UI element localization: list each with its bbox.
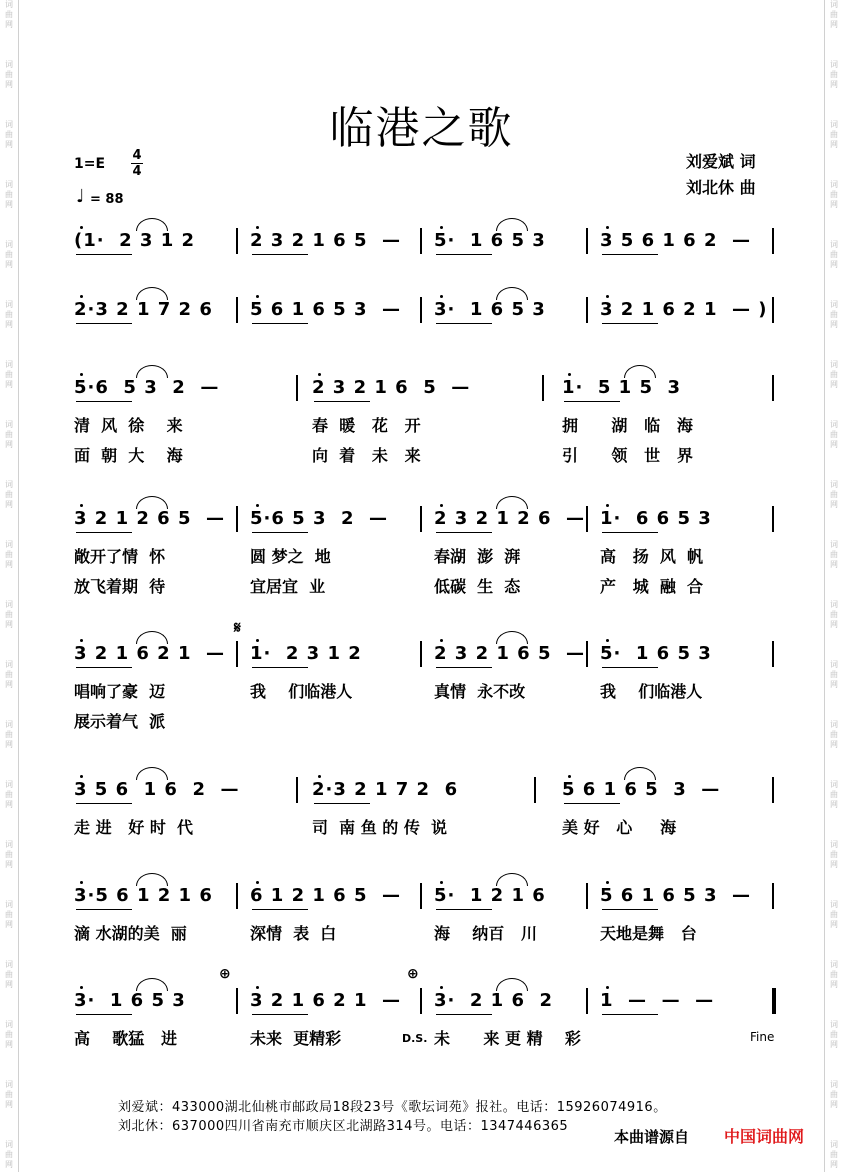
barline	[420, 228, 422, 254]
measure-notes: 5· 1 6 5 3	[434, 230, 546, 251]
measure-notes: 2 3 2 1 2 6 —	[434, 508, 586, 529]
barline	[420, 988, 422, 1014]
barline	[772, 506, 774, 532]
measure-notes: 5· 1 6 5 3	[600, 643, 712, 664]
lyric-line-2: 宜居宜 业	[250, 577, 326, 596]
lyric-line-2: 引 领 世 界	[562, 446, 693, 465]
slur-mark	[136, 631, 168, 644]
tempo-marking: = 88	[90, 192, 124, 207]
lyric-line-1: 海 纳百 川	[434, 924, 537, 943]
lyric-line-1: 深情 表 白	[250, 924, 337, 943]
watermark-text: 词曲网	[5, 480, 13, 509]
lyric-line-1: 天地是舞 台	[600, 924, 697, 943]
watermark-text: 词曲网	[830, 480, 838, 509]
slur-mark	[496, 287, 528, 300]
octave-dot	[440, 504, 443, 507]
slur-mark	[136, 978, 168, 991]
barline	[296, 375, 298, 401]
watermark-text: 词曲网	[830, 840, 838, 869]
lyric-line-1: 清 风 徐 来	[74, 416, 183, 435]
octave-dot	[606, 639, 609, 642]
octave-dot	[256, 295, 259, 298]
time-signature-top: 4	[132, 148, 142, 163]
measure-notes: 2·3 2 1 7 2 6	[74, 299, 213, 320]
beam-line	[76, 532, 132, 533]
measure-notes: 3 2 1 6 2 1 — )	[600, 299, 768, 320]
barline	[772, 777, 774, 803]
beam-line	[252, 909, 308, 910]
octave-dot	[606, 295, 609, 298]
barline	[236, 228, 238, 254]
watermark-text: 词曲网	[5, 240, 13, 269]
lyricist-contact: 刘爱斌：433000湖北仙桃市邮政局18段23号《歌坛词苑》报社。电话：15926074916。	[118, 1100, 667, 1115]
octave-dot	[440, 295, 443, 298]
watermark-text: 词曲网	[830, 120, 838, 149]
beam-line	[252, 667, 308, 668]
octave-dot	[606, 504, 609, 507]
measure-notes: 1· 2 3 1 2	[250, 643, 362, 664]
slur-mark	[624, 365, 656, 378]
watermark-text: 词曲网	[830, 540, 838, 569]
measure-notes: 2·3 2 1 7 2 6	[312, 779, 459, 800]
barline	[586, 506, 588, 532]
time-signature-bottom: 4	[132, 164, 142, 179]
beam-line	[602, 1014, 658, 1015]
watermark-text: 词曲网	[830, 180, 838, 209]
beam-line	[314, 401, 370, 402]
lyric-line-1: 唱响了豪 迈	[74, 682, 166, 701]
lyric-line-2: 放飞着期 待	[74, 577, 166, 596]
barline	[772, 375, 774, 401]
left-border-line	[18, 0, 19, 1172]
slur-mark	[136, 287, 168, 300]
barline	[236, 297, 238, 323]
beam-line	[252, 254, 308, 255]
beam-line	[314, 803, 370, 804]
lyric-line-2: 面 朝 大 海	[74, 446, 183, 465]
lyric-line-2: 低碳 生 态	[434, 577, 521, 596]
octave-dot	[568, 373, 571, 376]
measure-notes: 3 2 1 2 6 5 —	[74, 508, 226, 529]
song-title: 临港之歌	[329, 103, 514, 154]
measure-notes: 5 6 1 6 5 3 —	[250, 299, 402, 320]
watermark-text: 词曲网	[5, 960, 13, 989]
barline	[772, 883, 774, 909]
octave-dot	[440, 986, 443, 989]
barline	[586, 641, 588, 667]
watermark-text: 词曲网	[830, 420, 838, 449]
lyric-line-1: 走 进 好 时 代	[74, 818, 193, 837]
beam-line	[436, 909, 492, 910]
watermark-text: 词曲网	[5, 600, 13, 629]
octave-dot	[256, 986, 259, 989]
octave-dot	[256, 226, 259, 229]
watermark-text: 词曲网	[5, 900, 13, 929]
right-border-line	[824, 0, 825, 1172]
octave-dot	[606, 881, 609, 884]
lyric-line-1: 我 们临港人	[250, 682, 353, 701]
lyric-line-1: 未来 更精彩	[250, 1029, 342, 1048]
dal-segno-mark: D.S.	[402, 1032, 428, 1045]
barline	[420, 883, 422, 909]
octave-dot	[80, 373, 83, 376]
beam-line	[76, 401, 132, 402]
octave-dot	[440, 639, 443, 642]
measure-notes: 3 5 6 1 6 2 —	[600, 230, 752, 251]
barline	[534, 777, 536, 803]
barline	[420, 641, 422, 667]
watermark-text: 词曲网	[5, 360, 13, 389]
watermark-text: 词曲网	[830, 60, 838, 89]
octave-dot	[80, 986, 83, 989]
lyric-line-1: 司 南 鱼 的 传 说	[312, 818, 447, 837]
barline	[586, 883, 588, 909]
slur-mark	[496, 978, 528, 991]
octave-dot	[606, 226, 609, 229]
slur-mark	[136, 767, 168, 780]
barline	[772, 228, 774, 254]
watermark-text: 词曲网	[5, 660, 13, 689]
lyric-line-1: 未 来 更 精 彩	[434, 1029, 581, 1048]
lyric-line-2: 产 城 融 合	[600, 577, 703, 596]
measure-notes: 2 3 2 1 6 5 —	[312, 377, 471, 398]
octave-dot	[80, 639, 83, 642]
measure-notes: 3·5 6 1 2 1 6	[74, 885, 213, 906]
composer-contact: 刘北休：637000四川省南充市顺庆区北湖路314号。电话：1347446365	[118, 1119, 569, 1134]
barline	[296, 777, 298, 803]
measure-notes: 5·6 5 3 2 —	[250, 508, 389, 529]
slur-mark	[136, 365, 168, 378]
slur-mark	[496, 631, 528, 644]
beam-line	[564, 803, 620, 804]
watermark-text: 词曲网	[5, 840, 13, 869]
quarter-note-icon: ♩	[76, 186, 85, 207]
beam-line	[564, 401, 620, 402]
coda-mark-2: ⊕	[407, 966, 419, 982]
watermark-text: 词曲网	[830, 960, 838, 989]
left-watermark	[2, 0, 16, 1172]
lyric-line-1: 圆 梦之 地	[250, 547, 331, 566]
site-name: 中国词曲网	[724, 1127, 805, 1146]
lyric-line-1: 拥 湖 临 海	[562, 416, 693, 435]
coda-mark-1: ⊕	[219, 966, 231, 982]
octave-dot	[256, 881, 259, 884]
lyric-line-1: 美 好 心 海	[562, 818, 677, 837]
slur-mark	[624, 767, 656, 780]
beam-line	[436, 532, 492, 533]
watermark-text: 词曲网	[5, 540, 13, 569]
slur-mark	[136, 873, 168, 886]
beam-line	[76, 323, 132, 324]
watermark-text: 词曲网	[5, 720, 13, 749]
lyric-line-2: 向 着 未 来	[312, 446, 421, 465]
beam-line	[602, 323, 658, 324]
watermark-text: 词曲网	[830, 0, 838, 29]
beam-line	[252, 323, 308, 324]
lyric-line-1: 真情 永不改	[434, 682, 526, 701]
octave-dot	[256, 639, 259, 642]
barline	[772, 641, 774, 667]
measure-notes: 2 3 2 1 6 5 —	[250, 230, 402, 251]
watermark-text: 词曲网	[830, 780, 838, 809]
segno-mark: 𝄋	[234, 618, 241, 637]
watermark-text: 词曲网	[5, 780, 13, 809]
octave-dot	[80, 226, 83, 229]
lyric-line-2: 展示着气 派	[74, 712, 166, 731]
octave-dot	[440, 226, 443, 229]
measure-notes: 3 5 6 1 6 2 —	[74, 779, 240, 800]
source-label: 本曲谱源自	[614, 1128, 690, 1146]
slur-mark	[496, 873, 528, 886]
octave-dot	[440, 881, 443, 884]
watermark-text: 词曲网	[5, 120, 13, 149]
watermark-text: 词曲网	[5, 180, 13, 209]
measure-notes: 1· 6 6 5 3	[600, 508, 712, 529]
octave-dot	[80, 504, 83, 507]
watermark-text: 词曲网	[830, 600, 838, 629]
beam-line	[436, 1014, 492, 1015]
beam-line	[602, 909, 658, 910]
octave-dot	[318, 373, 321, 376]
beam-line	[76, 803, 132, 804]
watermark-text: 词曲网	[5, 0, 13, 29]
barline	[586, 228, 588, 254]
measure-notes: 3 2 1 6 2 1 —	[250, 990, 402, 1011]
watermark-text: 词曲网	[830, 1140, 838, 1169]
barline	[236, 988, 238, 1014]
octave-dot	[568, 775, 571, 778]
fine-mark: Fine	[750, 1030, 775, 1044]
slur-mark	[136, 218, 168, 231]
measure-notes: 3· 1 6 5 3	[74, 990, 186, 1011]
barline	[236, 641, 238, 667]
watermark-text: 词曲网	[5, 300, 13, 329]
lyric-line-1: 春湖 澎 湃	[434, 547, 521, 566]
measure-notes: 3· 1 6 5 3	[434, 299, 546, 320]
watermark-text: 词曲网	[5, 60, 13, 89]
octave-dot	[256, 504, 259, 507]
barline	[236, 883, 238, 909]
lyric-line-1: 高 扬 风 帆	[600, 547, 703, 566]
octave-dot	[318, 775, 321, 778]
right-watermark	[827, 0, 841, 1172]
lyric-line-1: 春 暖 花 开	[312, 416, 421, 435]
octave-dot	[80, 295, 83, 298]
beam-line	[602, 254, 658, 255]
key-signature: 1=E	[74, 156, 106, 172]
beam-line	[602, 667, 658, 668]
beam-line	[602, 532, 658, 533]
beam-line	[76, 1014, 132, 1015]
barline	[772, 297, 774, 323]
measure-notes: 5· 1 2 1 6	[434, 885, 546, 906]
octave-dot	[80, 775, 83, 778]
beam-line	[252, 1014, 308, 1015]
watermark-text: 词曲网	[830, 360, 838, 389]
barline	[420, 506, 422, 532]
composer-credit: 刘北休 曲	[686, 178, 756, 197]
beam-line	[436, 323, 492, 324]
measure-notes: 5 6 1 6 5 3 —	[562, 779, 721, 800]
watermark-text: 词曲网	[830, 900, 838, 929]
slur-mark	[496, 218, 528, 231]
watermark-text: 词曲网	[830, 720, 838, 749]
watermark-text: 词曲网	[830, 660, 838, 689]
slur-mark	[136, 496, 168, 509]
barline	[586, 988, 588, 1014]
beam-line	[436, 667, 492, 668]
lyric-line-1: 我 们临港人	[600, 682, 703, 701]
lyric-line-1: 高 歌猛 进	[74, 1029, 177, 1048]
lyric-line-1: 滴 水湖的美 丽	[74, 924, 187, 943]
octave-dot	[80, 881, 83, 884]
octave-dot	[606, 986, 609, 989]
measure-notes: 5 6 1 6 5 3 —	[600, 885, 752, 906]
barline	[542, 375, 544, 401]
beam-line	[76, 909, 132, 910]
watermark-text: 词曲网	[5, 1020, 13, 1049]
measure-notes: 1 — — —	[600, 990, 715, 1011]
measure-notes: 2 3 2 1 6 5 —	[434, 643, 586, 664]
barline	[236, 506, 238, 532]
lyricist-credit: 刘爱斌 词	[686, 152, 756, 171]
watermark-text: 词曲网	[5, 1140, 13, 1169]
watermark-text: 词曲网	[830, 240, 838, 269]
measure-notes: 3 2 1 6 2 1 —	[74, 643, 226, 664]
barline	[772, 988, 776, 1014]
lyric-line-1: 敞开了情 怀	[74, 547, 166, 566]
beam-line	[76, 667, 132, 668]
measure-notes: 6 1 2 1 6 5 —	[250, 885, 402, 906]
watermark-text: 词曲网	[5, 420, 13, 449]
watermark-text: 词曲网	[830, 300, 838, 329]
measure-notes: 5·6 5 3 2 —	[74, 377, 220, 398]
measure-notes: 1· 5 1 5 3	[562, 377, 682, 398]
watermark-text: 词曲网	[5, 1080, 13, 1109]
beam-line	[436, 254, 492, 255]
watermark-text: 词曲网	[830, 1020, 838, 1049]
slur-mark	[496, 496, 528, 509]
barline	[586, 297, 588, 323]
beam-line	[76, 254, 132, 255]
measure-notes: 3· 2 1 6 2	[434, 990, 554, 1011]
beam-line	[252, 532, 308, 533]
measure-notes: (1· 2 3 1 2	[74, 230, 196, 251]
watermark-text: 词曲网	[830, 1080, 838, 1109]
barline	[420, 297, 422, 323]
